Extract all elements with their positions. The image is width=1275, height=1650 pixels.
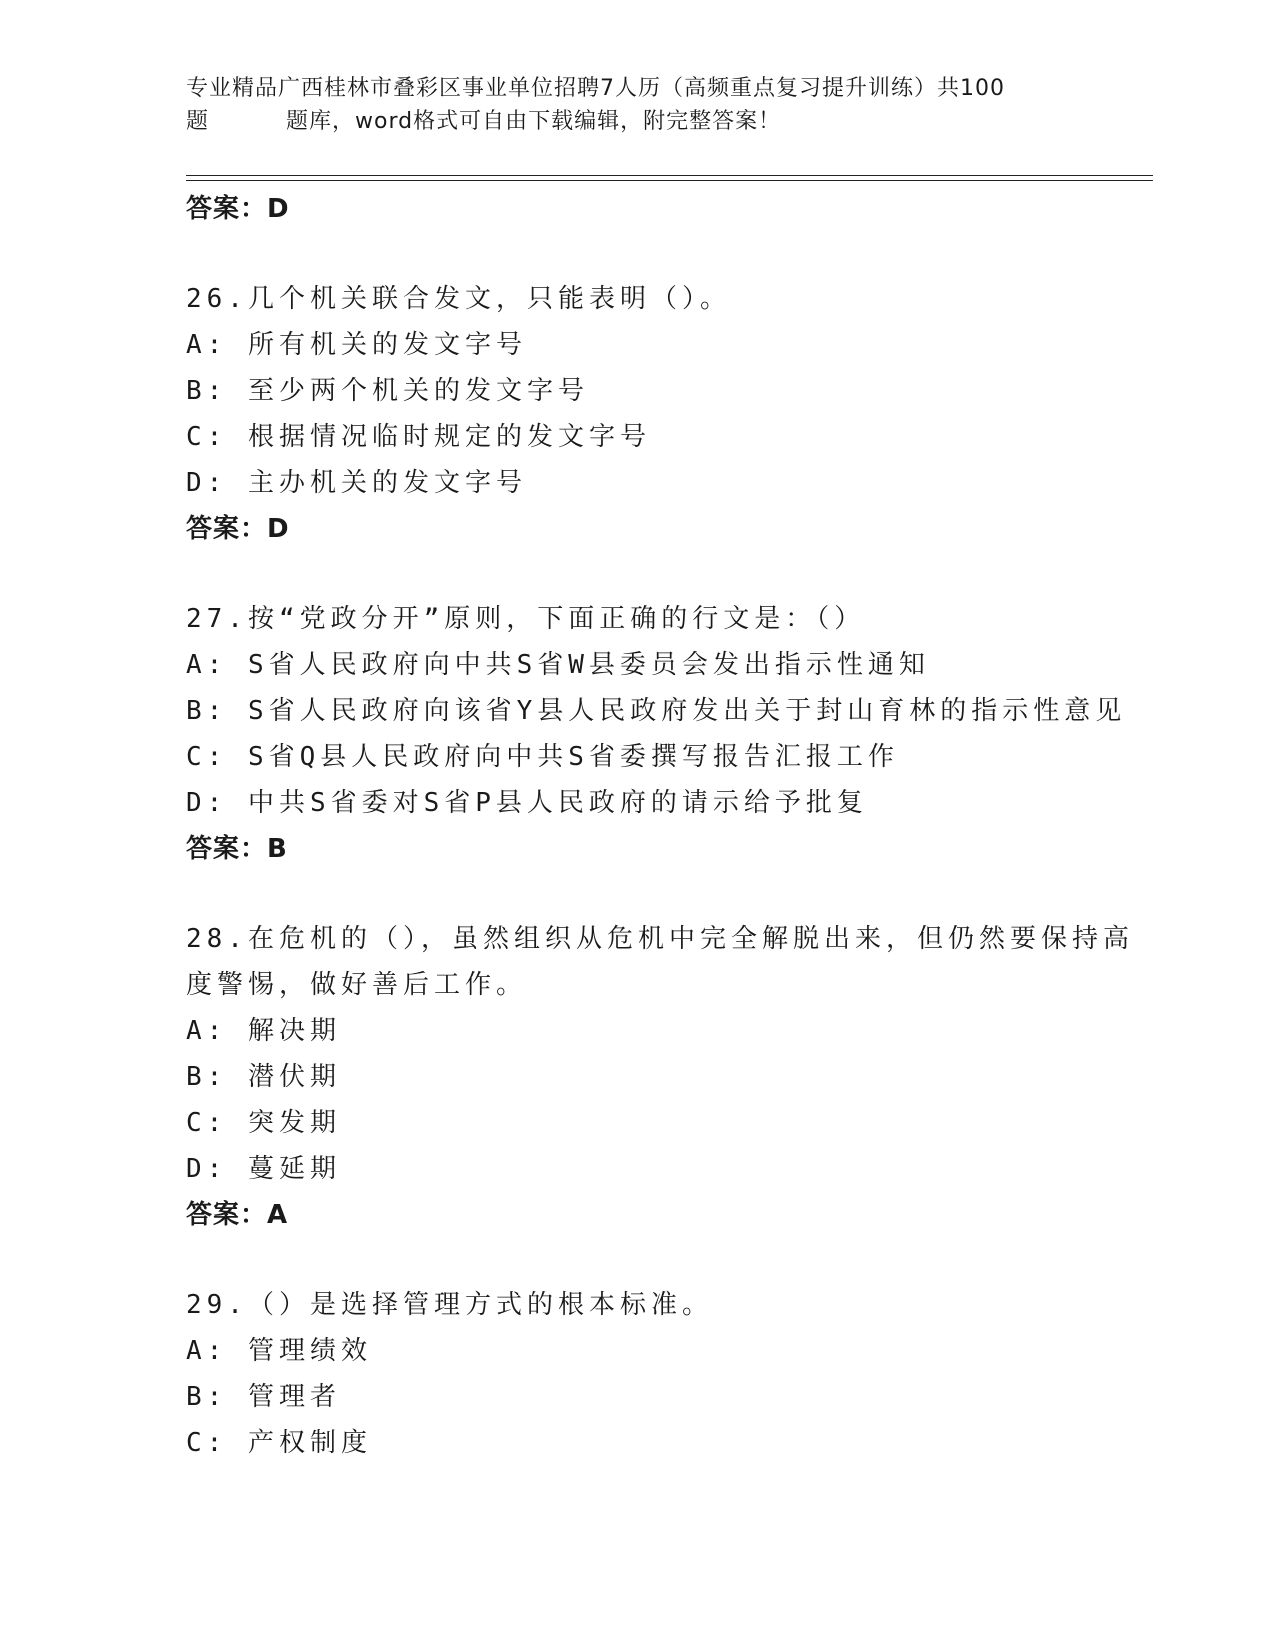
question-text-line2: 度警惕，做好善后工作。 [186, 970, 528, 1000]
option-c: C: 突发期 [186, 1108, 341, 1138]
option-b: B: 潜伏期 [186, 1062, 341, 1092]
question-text: 26.几个机关联合发文，只能表明（）。 [186, 284, 731, 314]
answer-line: 答案：B [186, 834, 288, 864]
option-b: B: 至少两个机关的发文字号 [186, 376, 589, 406]
header-divider-top [186, 175, 1153, 176]
header-title-lead: 题 [186, 109, 210, 134]
question-28 [186, 916, 1146, 1238]
question-29 [186, 1282, 1146, 1466]
question-26 [186, 276, 1146, 552]
page-header [186, 72, 1086, 138]
option-b: B: 管理者 [186, 1382, 341, 1412]
option-b: B: S省人民政府向该省Y县人民政府发出关于封山育林的指示性意见 [186, 696, 1127, 726]
question-27 [186, 596, 1146, 872]
option-a: A: 解决期 [186, 1016, 341, 1046]
option-c: C: S省Q县人民政府向中共S省委撰写报告汇报工作 [186, 742, 899, 772]
header-title-line1: 专业精品广西桂林市叠彩区事业单位招聘7人历（高频重点复习提升训练）共100 [186, 76, 1005, 101]
option-c: C: 根据情况临时规定的发文字号 [186, 422, 651, 452]
header-title-rest: 题库，word格式可自由下载编辑，附完整答案！ [286, 109, 782, 134]
option-a: A: 管理绩效 [186, 1336, 372, 1366]
question-text: 29.（）是选择管理方式的根本标准。 [186, 1290, 713, 1320]
option-a: A: S省人民政府向中共S省W县委员会发出指示性通知 [186, 650, 930, 680]
option-c: C: 产权制度 [186, 1428, 372, 1458]
answer-line: 答案：D [186, 514, 290, 544]
header-title-line2 [186, 105, 1086, 138]
header-divider-bottom [186, 180, 1153, 181]
option-d: D: 主办机关的发文字号 [186, 468, 527, 498]
option-a: A: 所有机关的发文字号 [186, 330, 527, 360]
question-text-line1: 28.在危机的（），虽然组织从危机中完全解脱出来，但仍然要保持高 [186, 924, 1134, 954]
question-list [186, 186, 1146, 1466]
answer-line: 答案：A [186, 1200, 289, 1230]
option-d: D: 中共S省委对S省P县人民政府的请示给予批复 [186, 788, 868, 818]
question-text: 27.按“党政分开”原则，下面正确的行文是：（） [186, 604, 866, 634]
option-d: D: 蔓延期 [186, 1154, 341, 1184]
answer-line: 答案：D [186, 194, 290, 224]
